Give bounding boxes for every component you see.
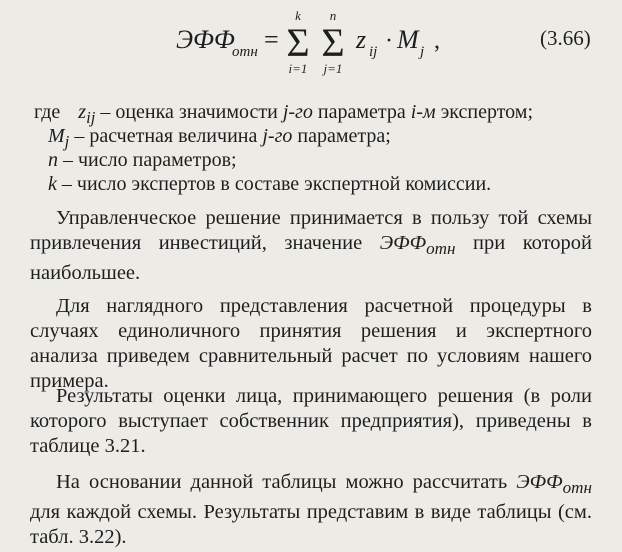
def-text: параметра [312, 101, 411, 123]
para-ital-sub: отн [562, 478, 592, 498]
def-text: – расчетная величина [74, 125, 263, 147]
para-text: Для наглядного представления расчетной процедуры в случаях единоличного принятия решения и экспертного анализа приведем сравнительный расчет по условиям нашего примера. [30, 295, 592, 392]
def-var: n [48, 149, 58, 171]
sum2-symbol: Σ [321, 20, 345, 65]
def-var-sub: ij [86, 108, 96, 127]
def-text: экспертом; [435, 101, 534, 123]
def-var-sub: j [64, 132, 70, 151]
def-var: z [78, 101, 87, 123]
def-ital: i-м [410, 101, 436, 123]
para-text: На основании данной таблицы можно рассчитать [56, 471, 517, 493]
def-text: – оценка значимости [100, 101, 283, 123]
term-dot: · [385, 28, 393, 54]
para-text: Управленческое решение принимается в пользу той схемы привлечения инвестиций, значение [30, 207, 592, 254]
sum1-lower: i=1 [288, 61, 308, 76]
sum2-upper: n [329, 8, 337, 23]
para-text: Результаты оценки лица, принимающего решения (в роли которого выступает собственник предприятия), приведены в таблице 3.21. [30, 385, 592, 457]
term-m-sub: j [420, 44, 425, 60]
def-text: – число экспертов в составе экспертной комиссии. [56, 173, 492, 195]
sum1-symbol: Σ [286, 20, 310, 65]
def-var: k [48, 173, 57, 195]
def-text: – число параметров; [58, 149, 237, 171]
formula-comma: , [434, 28, 440, 54]
paragraph-results [30, 384, 592, 459]
formula-3-66 [0, 0, 622, 80]
term-z: z [356, 25, 367, 54]
def-ital: j-го [262, 125, 293, 147]
sum1-upper: k [295, 8, 301, 23]
paragraph-comparison [30, 294, 592, 394]
para-ital: ЭФФ [516, 471, 563, 493]
formula-graphic [0, 0, 622, 80]
formula-lhs-sub: отн [232, 44, 258, 60]
definition-n [48, 148, 237, 172]
sum2-lower: j=1 [323, 61, 343, 76]
term-m: M [397, 25, 419, 54]
para-ital: ЭФФ [379, 232, 427, 254]
equation-number: (3.66) [540, 26, 591, 50]
paragraph-decision-rule [30, 206, 592, 286]
def-var: M [48, 125, 65, 147]
para-text: для каждой схемы. Результаты представим в виде таблицы (см. табл. 3.22). [30, 501, 592, 549]
def-text: параметра; [292, 125, 391, 147]
definitions-lead: где [34, 101, 61, 123]
formula-equals: = [264, 25, 279, 54]
para-text: при которой наибольшее. [30, 232, 593, 285]
para-ital-sub: отн [426, 239, 456, 259]
term-z-sub: ij [369, 44, 378, 60]
def-ital: j-го [282, 101, 313, 123]
formula-lhs: ЭФФ [176, 25, 235, 54]
definition-k [48, 172, 491, 196]
paragraph-calculation [30, 470, 592, 550]
